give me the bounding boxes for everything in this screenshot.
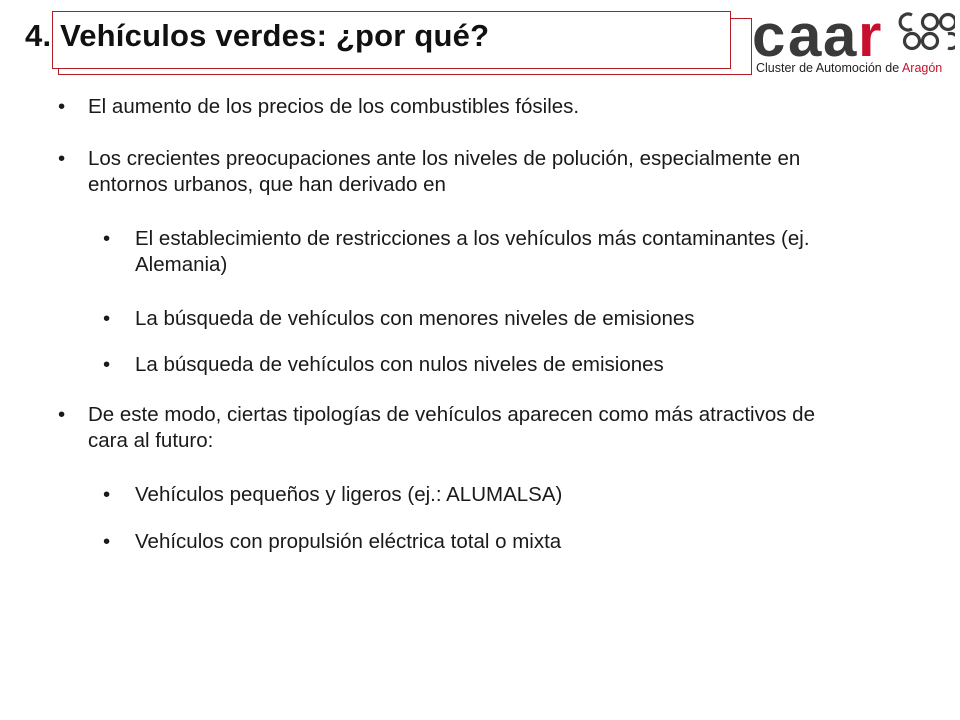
- sub-bullet-item: [103, 529, 903, 555]
- logo-wordmark-a1: a: [788, 5, 822, 69]
- bullet-marker: •: [103, 483, 111, 506]
- bullet-text: Los crecientes preocupaciones ante los niveles de polución, especialmente en entornos urbanos, que han derivado en: [88, 147, 801, 196]
- logo-tagline-accent: Aragón: [901, 61, 943, 75]
- logo-tagline-prefix: Cluster de Automoción de: [756, 61, 902, 75]
- bullet-item: [58, 402, 818, 454]
- bullet-text: El aumento de los precios de los combustibles fósiles.: [88, 95, 580, 118]
- bullet-marker: •: [103, 530, 111, 553]
- logo-wordmark-c1: c: [752, 5, 786, 69]
- bullet-marker: •: [58, 95, 66, 118]
- sub-bullet-item: [103, 352, 903, 378]
- bullet-text: De este modo, ciertas tipologías de vehículos aparecen como más atractivos de cara al futuro:: [88, 403, 815, 452]
- bullet-item: [58, 94, 858, 120]
- sub-bullet-item: [103, 226, 823, 278]
- sub-bullet-item: [103, 306, 903, 332]
- bullet-text: La búsqueda de vehículos con menores niveles de emisiones: [135, 307, 695, 330]
- bullet-text: La búsqueda de vehículos con nulos niveles de emisiones: [135, 353, 664, 376]
- bullet-marker: •: [58, 147, 66, 170]
- bullet-marker: •: [103, 353, 111, 376]
- bullet-text: Vehículos con propulsión eléctrica total o mixta: [135, 530, 562, 553]
- logo-wordmark-r: r: [858, 5, 882, 69]
- bullet-text: El establecimiento de restricciones a los vehículos más contaminantes (ej. Alemania): [135, 227, 810, 276]
- bullet-marker: •: [103, 227, 111, 250]
- bullet-item: [58, 146, 818, 198]
- bullet-marker: •: [103, 307, 111, 330]
- sub-bullet-item: [103, 482, 903, 508]
- page-title: 4. Vehículos verdes: ¿por qué?: [25, 18, 490, 53]
- logo-wordmark-a2: a: [823, 5, 857, 69]
- bullet-text: Vehículos pequeños y ligeros (ej.: ALUMALSA): [135, 483, 563, 506]
- bullet-marker: •: [58, 403, 66, 426]
